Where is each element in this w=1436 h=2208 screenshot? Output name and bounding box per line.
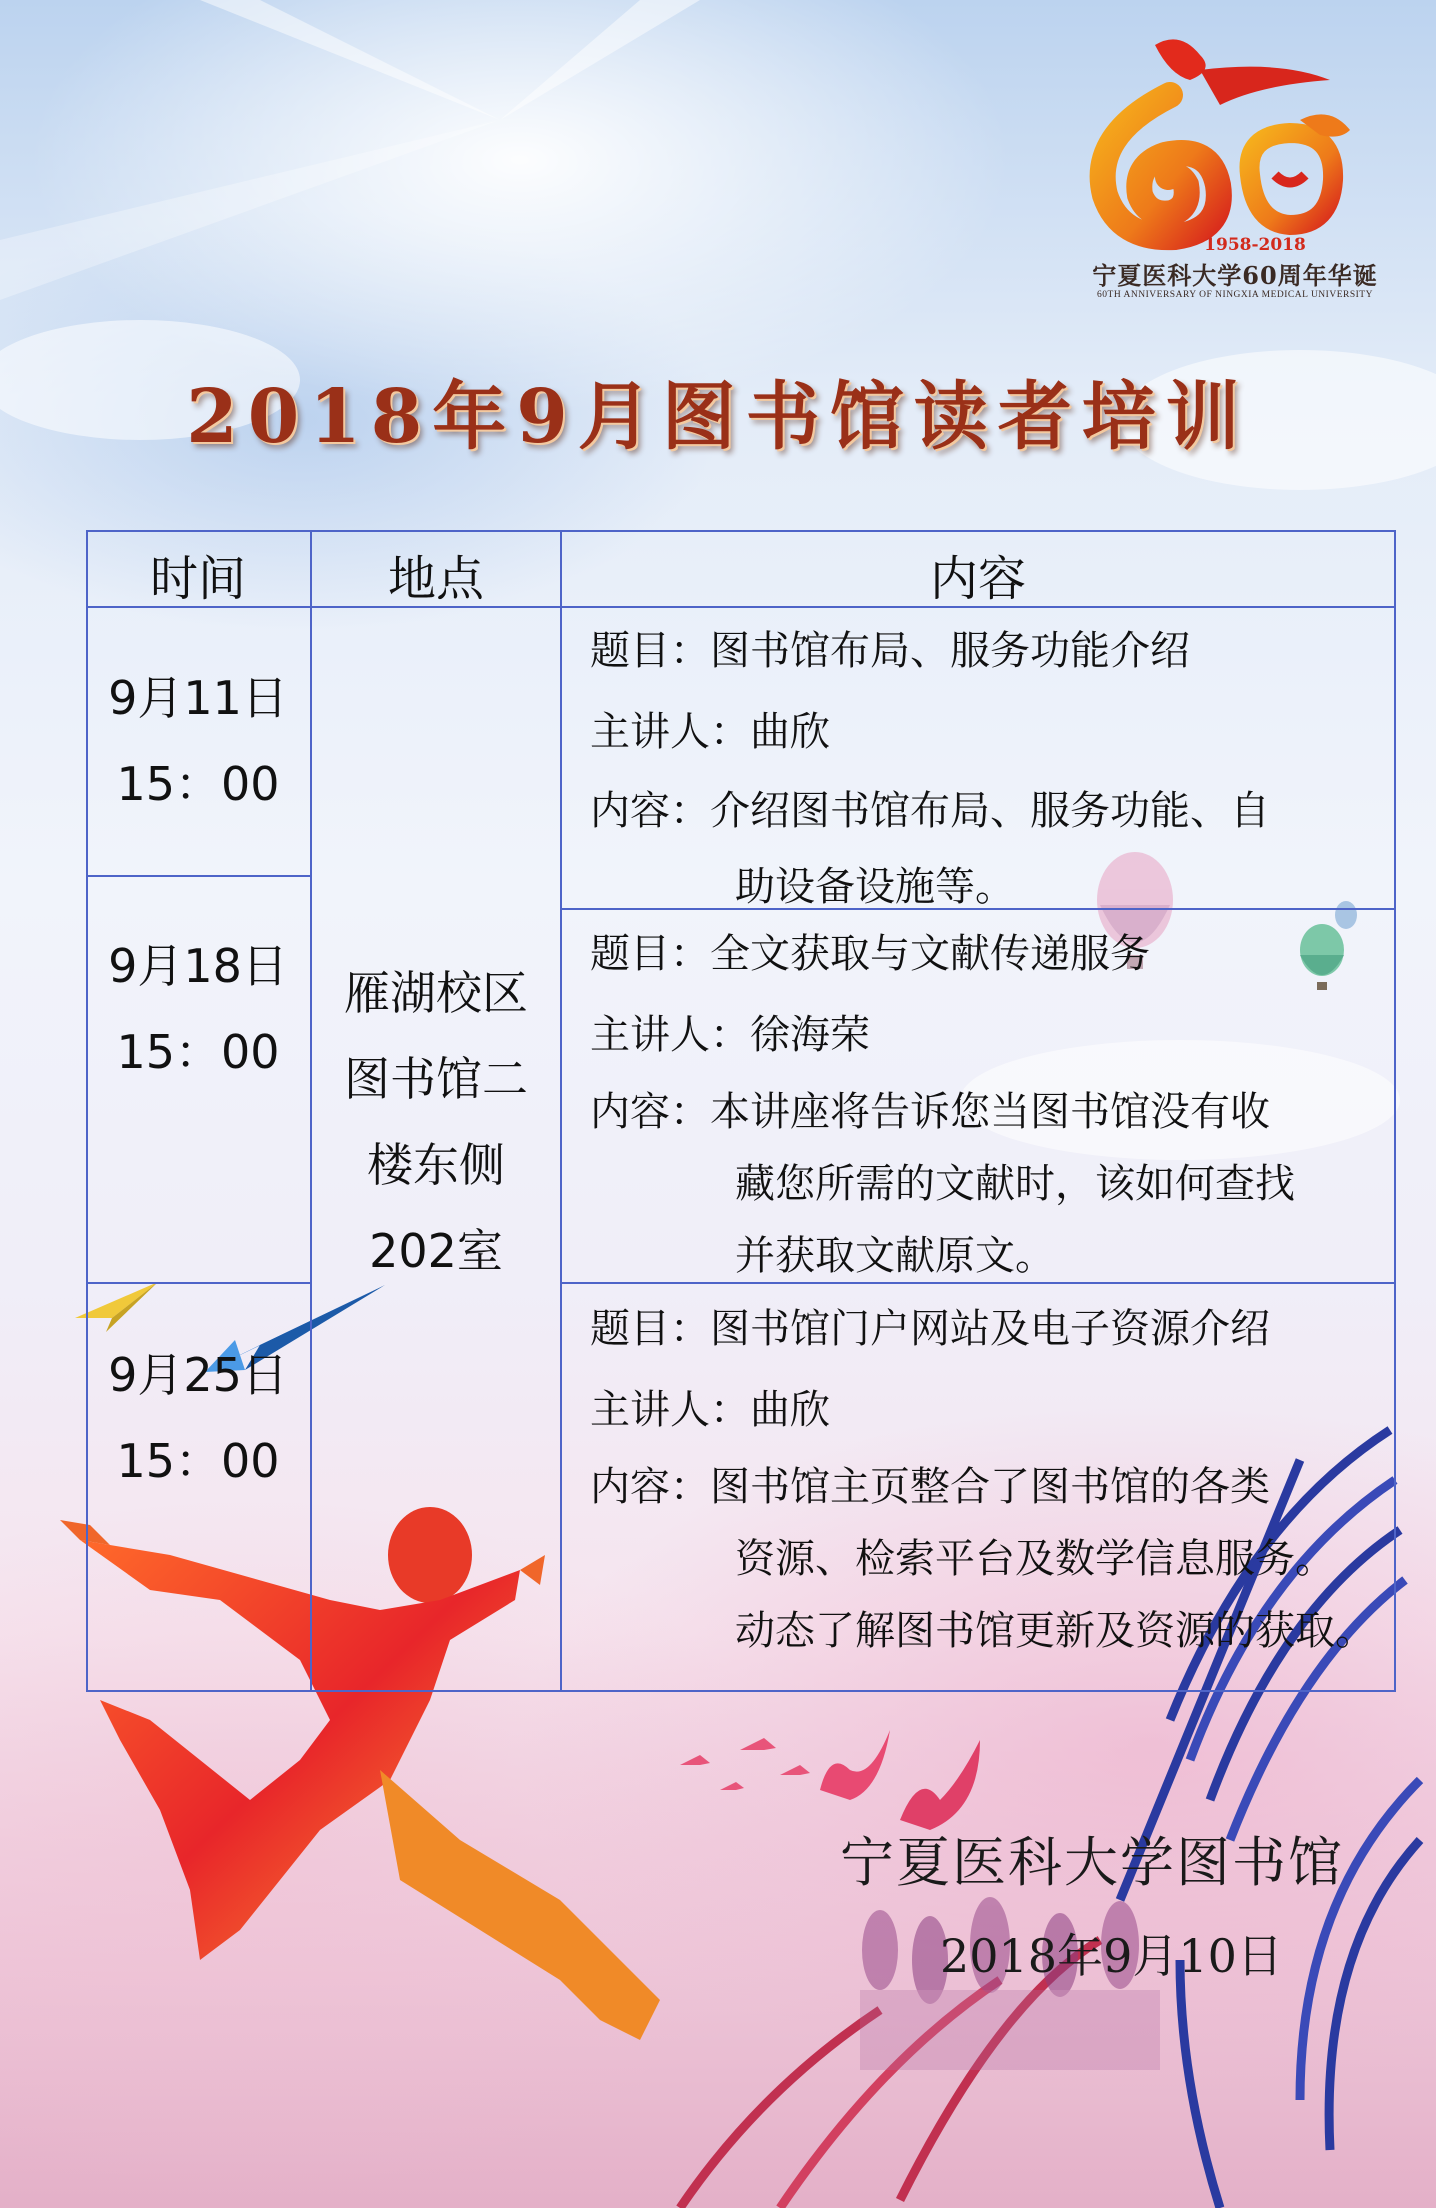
session-3-details [590, 1289, 1375, 1667]
session-2-time: 15：00 [116, 1025, 280, 1079]
location-line-3: 楼东侧 [367, 1138, 505, 1192]
session-1-topic-row [590, 611, 1270, 692]
session-3-time: 15：00 [116, 1434, 280, 1488]
content-label: 内容： [590, 788, 710, 834]
speaker-label: 主讲人： [590, 709, 750, 755]
light-rays [0, 0, 700, 300]
column-divider-2 [560, 530, 562, 1692]
location-line-2: 图书馆二 [344, 1052, 528, 1106]
session-2-topic: 全文获取与文献传递服务 [710, 931, 1150, 977]
content-label: 内容： [590, 1089, 710, 1135]
session-1-datetime [86, 655, 310, 827]
session-2-content-line-3: 并获取文献原文。 [735, 1233, 1055, 1279]
session-2-topic-row [590, 914, 1295, 995]
date-divider-2 [86, 1282, 312, 1284]
session-2-content-row [590, 1076, 1295, 1292]
table-border-right [1394, 530, 1396, 1692]
session-2-details [590, 914, 1295, 1292]
session-3-topic: 图书馆门户网站及电子资源介绍 [710, 1306, 1270, 1352]
logo-years: 1958-2018 [1204, 235, 1306, 255]
organizer-name: 宁夏医科大学图书馆 [840, 1831, 1344, 1894]
session-3-datetime [86, 1332, 310, 1504]
session-1-date: 9月11日 [108, 671, 288, 725]
session-2-content-line-2: 藏您所需的文献时，该如何查找 [735, 1161, 1295, 1207]
header-location: 地点 [387, 551, 484, 607]
content-label: 内容： [590, 1464, 710, 1510]
table-border-bottom [86, 1690, 1396, 1692]
session-3-topic-row [590, 1289, 1375, 1370]
session-1-content-line-1: 介绍图书馆布局、服务功能、自 [710, 788, 1270, 834]
location-line-1: 雁湖校区 [344, 966, 528, 1020]
table-border-top [86, 530, 1396, 532]
session-3-content-line-2: 资源、检索平台及数学信息服务。 [735, 1536, 1335, 1582]
session-1-topic: 图书馆布局、服务功能介绍 [710, 628, 1190, 674]
session-3-content-row [590, 1451, 1375, 1667]
session-2-date: 9月18日 [108, 939, 288, 993]
session-2-speaker: 徐海荣 [750, 1012, 870, 1058]
logo-university-name: 宁夏医科大学60周年华诞 [1092, 261, 1378, 290]
page-title: 2018年9月图书馆读者培训 [186, 374, 1250, 460]
speaker-label: 主讲人： [590, 1387, 750, 1433]
flying-birds [680, 1730, 980, 1830]
session-1-content-row [590, 773, 1270, 925]
logo-english-name: 60TH ANNIVERSARY OF NINGXIA MEDICAL UNIVERSITY [1097, 290, 1373, 300]
session-3-content-line-3: 动态了解图书馆更新及资源的获取。 [735, 1608, 1375, 1654]
session-1-speaker-row [590, 692, 1270, 773]
publish-date: 2018年9月10日 [940, 1929, 1283, 1983]
session-1-content-line-2: 助设备设施等。 [735, 864, 1015, 910]
speaker-label: 主讲人： [590, 1012, 750, 1058]
date-divider-1 [86, 875, 312, 877]
session-1-details [590, 611, 1270, 925]
session-3-date: 9月25日 [108, 1348, 288, 1402]
topic-label: 题目： [590, 1306, 710, 1352]
session-2-speaker-row [590, 995, 1295, 1076]
topic-label: 题目： [590, 628, 710, 674]
session-3-speaker: 曲欣 [750, 1387, 830, 1433]
header-content: 内容 [929, 551, 1026, 607]
location-line-4: 202室 [369, 1224, 503, 1278]
session-3-speaker-row [590, 1370, 1375, 1451]
session-1-time: 15：00 [116, 757, 280, 811]
session-1-speaker: 曲欣 [750, 709, 830, 755]
session-2-content-line-1: 本讲座将告诉您当图书馆没有收 [710, 1089, 1270, 1135]
session-3-content-line-1: 图书馆主页整合了图书馆的各类 [710, 1464, 1270, 1510]
header-time: 时间 [149, 551, 246, 607]
location-cell [312, 950, 560, 1294]
topic-label: 题目： [590, 931, 710, 977]
session-2-datetime [86, 923, 310, 1095]
